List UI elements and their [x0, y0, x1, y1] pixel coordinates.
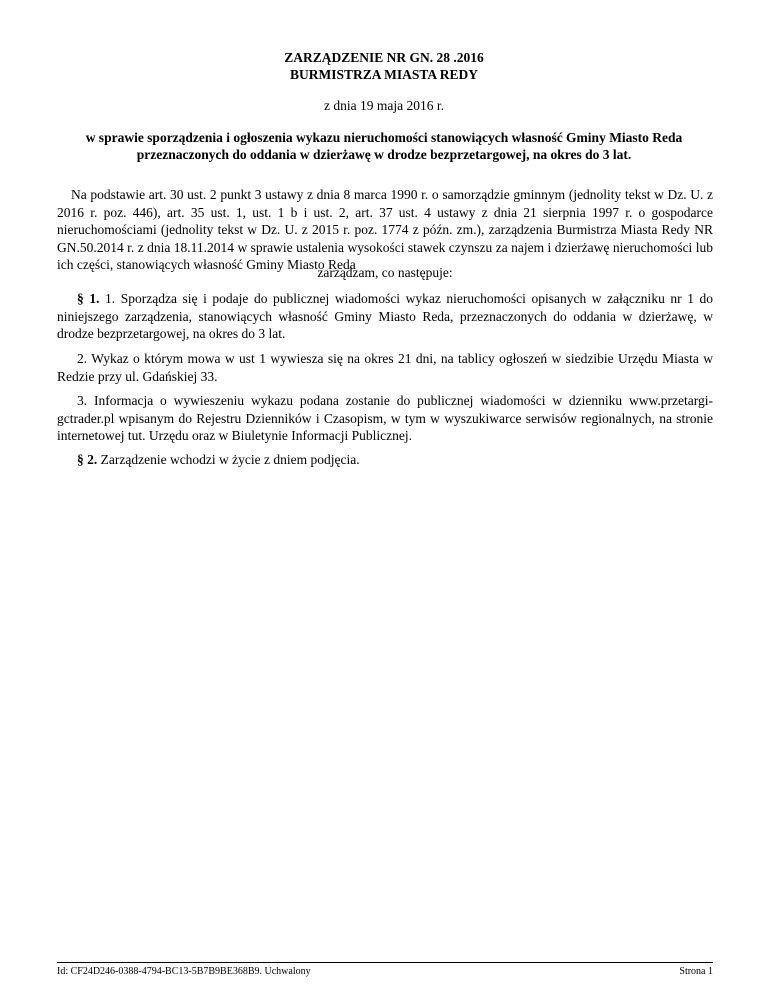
document-subject [0, 129, 768, 163]
footer-divider [57, 962, 713, 963]
footer-page-number: Strona 1 [679, 966, 713, 977]
legal-basis-paragraph: Na podstawie art. 30 ust. 2 punkt 3 ustawy z dnia 8 marca 1990 r. o samorządzie gminnym (jednolity tekst w Dz. U. z 2016 r. poz. 446), art. 35 ust. 1, ust. 1 b i ust. 2, art. 37 ust. 4 ustawy z dnia 21 sierpnia 1997 r. o gospodarce nieruchomościami (jednolity tekst w Dz. U. z 2015 r. poz. 1774 z późn. zm.), zarządzenia Burmistrza Miasta Redy NR GN.50.2014 r. z dnia 18.11.2014 w sprawie ustalenia wysokości stawek czynszu za najem i dzierżawę nieruchomości lub ich części, stanowiących własność Gminy Miasto Reda [57, 187, 713, 273]
section-1-paragraph-2: 2. Wykaz o którym mowa w ust 1 wywiesza się na okres 21 dni, na tablicy ogłoszeń w siedzibie Urzędu Miasta w Redzie przy ul. Gdańskiej 33. [57, 351, 713, 384]
document-date: z dnia 19 maja 2016 r. [324, 98, 444, 113]
section-1-paragraph-1 [57, 290, 713, 343]
footer-document-id: Id: CF24D246-0388-4794-BC13-5B7B9BE368B9. Uchwalony [57, 966, 311, 977]
subject-line-1: w sprawie sporządzenia i ogłoszenia wykazu nieruchomości stanowiących własność Gminy Miasto Reda [85, 130, 683, 145]
title-line-2: BURMISTRZA MIASTA REDY [289, 67, 479, 82]
section-1-paragraph-3: 3. Informacja o wywieszeniu wykazu podana zostanie do publicznej wiadomości w dzienniku www.przetargi-gctrader.pl wpisanym do Rejestru Dzienników i Czasopism, w tym w wyszukiwarce serwisów regionalnych, na stronie internetowej tut. Urzędu oraz w Biuletynie Informacji Publicznej. [57, 393, 713, 444]
decree-formula: zarządzam, co następuje: [317, 265, 453, 280]
subject-line-2: przeznaczonych do oddania w dzierżawę w drodze bezprzetargowej, na okres do 3 lat. [136, 147, 632, 162]
section-2-text: Zarządzenie wchodzi w życie z dniem podjęcia. [100, 452, 360, 467]
section-2-paragraph [57, 451, 713, 469]
title-line-1: ZARZĄDZENIE NR GN. 28 .2016 [284, 50, 484, 65]
section-2-mark: § 2. [77, 452, 98, 467]
document-title [0, 49, 768, 83]
section-1-point-1-text: 1. Sporządza się i podaje do publicznej wiadomości wykaz nieruchomości opisanych w załączniku nr 1 do niniejszego zarządzenia, stanowiących własność Gminy Miasto Reda, przeznaczonych do oddania w dzierżawę, w drodze bezprzetargowej, na okres do 3 lat. [57, 291, 714, 342]
section-1-mark: § 1. [77, 291, 100, 306]
